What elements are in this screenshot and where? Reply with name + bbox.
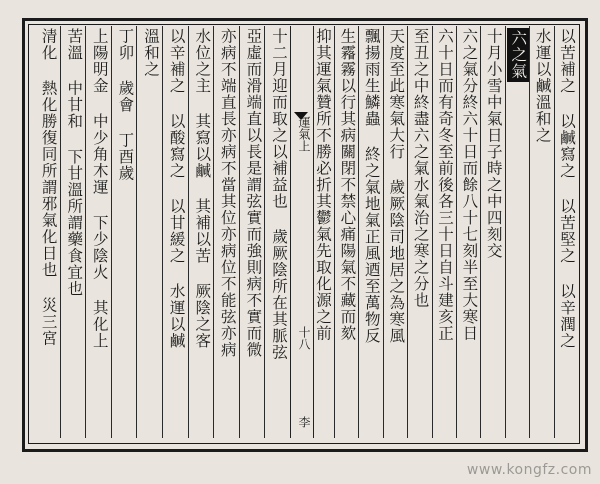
left-column: 亦病不端直長亦病不當其位亦病位不能弦亦病 xyxy=(218,28,237,358)
center-fold-band xyxy=(290,26,314,438)
column-rule xyxy=(264,26,265,438)
column-rule xyxy=(239,26,240,438)
right-column: 生霿霧以行其病關閉不禁心痛陽氣不藏而欬 xyxy=(338,28,357,342)
right-column: 六十日而有奇冬至前後各三十日自斗建亥正 xyxy=(435,28,454,342)
column-rule xyxy=(188,26,189,438)
right-column: 至丑之中終盡六之氣水氣治之寒之分也 xyxy=(411,28,430,309)
book-page xyxy=(22,18,588,452)
column-rule xyxy=(85,26,86,438)
band-printer-mark: 李 xyxy=(297,416,311,428)
right-column: 飄揚雨生鱗蟲 終之氣地氣正風迺至萬物反 xyxy=(362,28,381,344)
left-column: 溫和之 xyxy=(141,28,160,78)
left-column: 苦溫 中甘和 下甘溫所謂藥食宜也 xyxy=(65,28,84,297)
left-column: 亞虛而滑端直以長是謂弦實而強則病不實而微 xyxy=(244,28,263,358)
column-rule xyxy=(358,26,359,438)
column-rule xyxy=(407,26,408,438)
column-rule xyxy=(334,26,335,438)
left-column: 十二月迎而取之以補益也 歲厥陰所在其脈弦 xyxy=(269,28,288,361)
column-rule xyxy=(383,26,384,438)
column-rule xyxy=(432,26,433,438)
column-rule xyxy=(111,26,112,438)
right-column: 以苦補之 以鹹寫之 以苦堅之 以辛潤之 xyxy=(557,28,576,349)
column-rule xyxy=(505,26,506,438)
band-title: 運氣上 xyxy=(297,116,311,152)
left-column: 以辛補之 以酸寫之 以甘緩之 水運以鹹 xyxy=(167,28,186,349)
left-column: 丁卯 歲會 丁酉歲 xyxy=(116,28,135,182)
right-column: 六之氣分終六十日而餘八十七刻半至大寒日 xyxy=(460,28,479,342)
section-heading: 六之氣 xyxy=(509,30,528,80)
column-rule xyxy=(480,26,481,438)
right-column: 十月小雪中氣日子時之中四刻交 xyxy=(484,28,503,259)
band-page-number: 十八 xyxy=(297,326,311,350)
right-column: 天度至此寒氣大行 歲厥陰司地居之為寒風 xyxy=(387,28,406,344)
left-column: 上陽明金 中少角木運 下少陰火 其化上 xyxy=(90,28,109,349)
column-rule xyxy=(136,26,137,438)
column-rule xyxy=(456,26,457,438)
column-rule xyxy=(529,26,530,438)
column-rule xyxy=(213,26,214,438)
left-column: 水位之主 其寫以鹹 其補以苦 厥陰之客 xyxy=(193,28,212,349)
right-column xyxy=(505,28,529,436)
column-rule xyxy=(162,26,163,438)
left-column: 清化 熱化勝復同所謂邪氣化日也 災三宮 xyxy=(39,28,58,347)
column-rule xyxy=(60,26,61,438)
watermark: www.kongfz.com xyxy=(466,462,592,478)
column-rule xyxy=(554,26,555,438)
right-column: 抑其運氣贊所不勝必折其鬱氣先取化源之前 xyxy=(313,28,332,342)
right-column: 水運以鹹溫和之 xyxy=(533,28,552,144)
